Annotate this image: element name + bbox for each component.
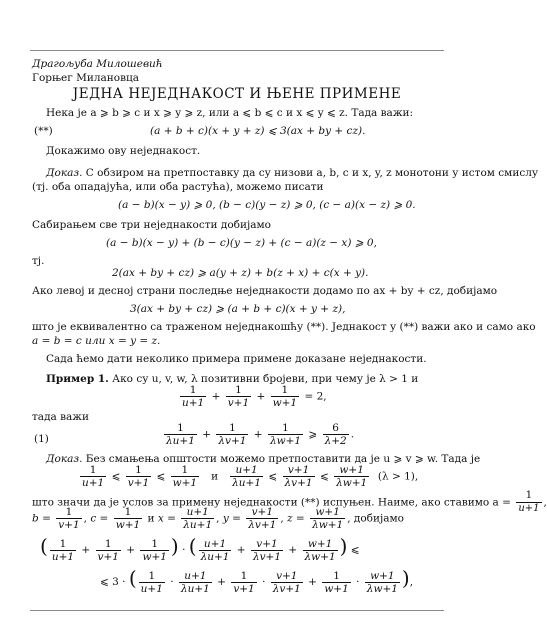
ordering-fractions: $\frac{1}{u+1}$ ⩽ $\frac{1}{v+1}$ ⩽ $\frac{1}{w+1}$ и $\frac{u+1}{\lambda u+1}$ ⩽ $\frac{v+1}{\lambda v+1}$ ⩽ $\frac{w+1}{\lambda w+1}$ (λ > 1), xyxy=(82,464,419,489)
top-rule xyxy=(30,50,444,51)
then-text: тада важи xyxy=(32,411,89,423)
examples-intro: Сада ћемо дати неколико примера примене доказане неједнакости. xyxy=(46,353,427,365)
sum-inequality: (a − b)(x − y) + (b − c)(y − z) + (c − a)(z − x) ⩾ 0, xyxy=(106,237,377,249)
add-text: Ако левој и десној страни последње неједнакости додамо по ax + by + cz, добијамо xyxy=(32,285,498,297)
equivalence-line-2: a = b = c или x = y = z. xyxy=(32,335,161,347)
inequality-three: 3(ax + by + cz) ⩾ (a + b + c)(x + y + z), xyxy=(130,303,346,315)
proof-2-text: Без смањења општости можемо претпоставити да је u ⩾ v ⩾ w. Тада је xyxy=(85,453,481,465)
final-inequality-top: ( $\frac{1}{u+1}$ + $\frac{1}{v+1}$ + $\frac{1}{w+1}$ ) · ( $\frac{u+1}{\lambda u+1}$ + $\frac{v+1}{\lambda v+1}$ + $\frac{w+1}{\lambda w+1}$ ) ⩽ xyxy=(40,534,360,563)
article-title: ЈЕДНА НЕЈЕДНАКОСТ И ЊЕНЕ ПРИМЕНЕ xyxy=(72,86,402,102)
iff-line: што значи да је услов за примену неједнакости (**) испуњен. Наиме, ако ставимо a = $\frac{1}{u+1}$ , xyxy=(32,490,547,514)
equation-label-star: (**) xyxy=(34,125,53,137)
fraction: $\frac{1}{\lambda v+1}$ xyxy=(218,422,247,447)
intro-line: Нека је a ⩾ b ⩾ c и x ⩾ y ⩾ z, или a ⩽ b ⩽ c и x ⩽ y ⩽ z. Тада важи: xyxy=(46,107,414,119)
fraction: $\frac{1}{\lambda u+1}$ xyxy=(166,422,195,447)
fraction: $\frac{1}{u+1}$ xyxy=(182,384,205,409)
inequality-two: 2(ax + by + cz) ⩾ a(y + z) + b(z + x) + c(x + y). xyxy=(112,267,369,279)
inequality-1: $\frac{1}{\lambda u+1}$ + $\frac{1}{\lambda v+1}$ + $\frac{1}{\lambda w+1}$ ⩾ $\frac{6}{\lambda+2}$ . xyxy=(166,422,355,447)
equivalence-line-1: што је еквивалентно са траженом неједнакошћу (**). Једнакост у (**) важи ако и само ако xyxy=(32,321,536,333)
author-name: Драгољуба Милошевић xyxy=(32,58,163,70)
condition-equation: $\frac{1}{u+1}$ + $\frac{1}{v+1}$ + $\frac{1}{w+1}$ = 2, xyxy=(182,384,327,409)
proof-line-2: (тј. оба опадајућа, или оба растућа), можемо писати xyxy=(32,181,324,193)
proof-line-1 xyxy=(46,166,538,180)
example-1-text: Ако су u, v, w, λ позитивни бројеви, при чему је λ > 1 и xyxy=(112,373,419,385)
proof-label: Доказ. xyxy=(46,453,83,465)
proof-label: Доказ. xyxy=(46,167,83,179)
substitution-line: b = $\frac{1}{v+1}$ , c = $\frac{1}{w+1}$ и x = $\frac{u+1}{\lambda u+1}$ , y = $\frac{v+1}{\lambda v+1}$ , z = $\frac{w+1}{\lambda w+1}$ , добијамо xyxy=(32,506,404,531)
proof-line-1-text: С обзиром на претпоставку да су низови a, b, c и x, y, z монотони у истом смислу xyxy=(85,167,539,179)
sum-text: Сабирањем све три неједнакости добијамо xyxy=(32,219,271,231)
author-location: Горњег Милановца xyxy=(32,72,140,84)
fraction: $\frac{1}{v+1}$ xyxy=(227,384,250,409)
final-inequality-bottom: ⩽ 3 · ( $\frac{1}{u+1}$ · $\frac{u+1}{\lambda u+1}$ + $\frac{1}{v+1}$ · $\frac{v+1}{\lambda v+1}$ + $\frac{1}{w+1}$ · $\frac{w+1}{\lambda w+1}$ ), xyxy=(100,566,414,595)
prove-sentence: Докажимо ову неједнакост. xyxy=(46,145,201,157)
main-inequality: (a + b + c)(x + y + z) ⩽ 3(ax + by + cz). xyxy=(150,125,366,137)
bottom-rule xyxy=(30,610,444,611)
equation-label-1: (1) xyxy=(34,433,49,445)
fraction: $\frac{6}{\lambda+2}$ xyxy=(324,422,347,447)
example-label: Пример 1. xyxy=(46,373,109,385)
fraction: $\frac{1}{\lambda w+1}$ xyxy=(269,422,302,447)
three-inequalities: (a − b)(x − y) ⩾ 0, (b − c)(y − z) ⩾ 0, (c − a)(x − z) ⩾ 0. xyxy=(118,199,416,211)
tj-text: тј. xyxy=(32,255,45,267)
fraction: $\frac{1}{w+1}$ xyxy=(272,384,298,409)
